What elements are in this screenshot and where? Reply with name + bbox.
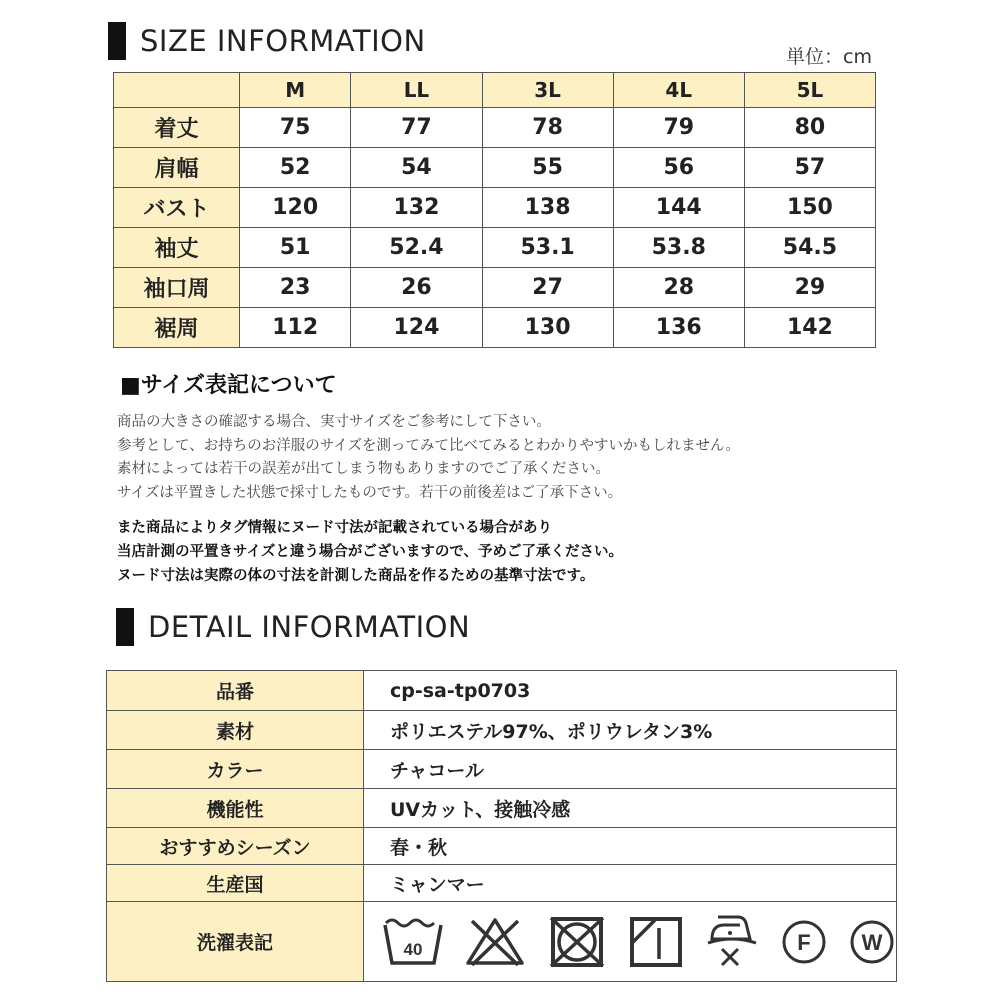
size-section-title: SIZE INFORMATION [140, 24, 426, 58]
size-cell: 53.8 [613, 228, 744, 268]
detail-value: チャコール [364, 750, 897, 789]
size-cell: 29 [744, 268, 875, 308]
table-row [107, 902, 897, 982]
size-cell: 52.4 [351, 228, 482, 268]
dry-clean-letter: F [797, 929, 811, 955]
size-cell: 130 [482, 308, 613, 348]
size-cell: 23 [240, 268, 351, 308]
size-cell: 138 [482, 188, 613, 228]
row-label: 着丈 [114, 108, 240, 148]
row-label: 裾周 [114, 308, 240, 348]
detail-value: cp-sa-tp0703 [364, 671, 897, 711]
notes-bold-line: 当店計測の平置きサイズと違う場合がございますので、予めご了承ください。 [117, 544, 624, 560]
row-label: 袖口周 [114, 268, 240, 308]
size-cell: 144 [613, 188, 744, 228]
table-row [114, 228, 876, 268]
row-label: 肩幅 [114, 148, 240, 188]
size-cell: 150 [744, 188, 875, 228]
size-cell: 75 [240, 108, 351, 148]
detail-value: ポリエステル97%、ポリウレタン3% [364, 711, 897, 750]
size-cell: 112 [240, 308, 351, 348]
size-cell: 78 [482, 108, 613, 148]
table-row [107, 828, 897, 865]
care-label: 洗濯表記 [107, 902, 364, 982]
table-row [107, 865, 897, 902]
detail-value: ミャンマー [364, 865, 897, 902]
table-row [114, 308, 876, 348]
section-bar [108, 22, 126, 60]
size-cell: 52 [240, 148, 351, 188]
care-symbols-cell [364, 902, 897, 982]
size-cell: 120 [240, 188, 351, 228]
size-column-header: 4L [613, 73, 744, 108]
notes-line: 商品の大きさの確認する場合、実寸サイズをご参考にして下さい。 [117, 414, 551, 430]
table-row [107, 789, 897, 828]
size-cell: 132 [351, 188, 482, 228]
row-label: バスト [114, 188, 240, 228]
notes-line: 参考として、お持ちのお洋服のサイズを測ってみて比べてみるとわかりやすいかもしれません。 [117, 437, 740, 454]
size-section-header [108, 22, 426, 60]
wash-40-icon [382, 915, 444, 969]
unit-label: 単位：cm [786, 46, 872, 68]
table-row [114, 268, 876, 308]
size-cell: 77 [351, 108, 482, 148]
no-tumble-dry-icon [546, 915, 608, 969]
detail-label: 品番 [107, 671, 364, 711]
table-row [114, 188, 876, 228]
low-iron-cloth-icon [704, 913, 760, 971]
size-cell: 53.1 [482, 228, 613, 268]
detail-label: おすすめシーズン [107, 828, 364, 865]
size-cell: 57 [744, 148, 875, 188]
notes-bold-body [117, 516, 623, 588]
size-column-header: LL [351, 73, 482, 108]
size-column-header: M [240, 73, 351, 108]
no-bleach-icon [464, 915, 526, 969]
care-symbols [382, 903, 896, 981]
size-table [113, 72, 876, 348]
detail-label: 生産国 [107, 865, 364, 902]
size-cell: 51 [240, 228, 351, 268]
detail-value: 春・秋 [364, 828, 897, 865]
table-row [114, 108, 876, 148]
size-cell: 79 [613, 108, 744, 148]
size-table-header-row [114, 73, 876, 108]
size-cell: 55 [482, 148, 613, 188]
notes-bold-line: また商品によりタグ情報にヌード寸法が記載されている場合があり [117, 520, 552, 536]
size-cell: 27 [482, 268, 613, 308]
section-bar [116, 608, 134, 646]
detail-label: カラー [107, 750, 364, 789]
size-cell: 26 [351, 268, 482, 308]
corner-cell [114, 73, 240, 108]
notes-line: 素材によっては若干の誤差が出てしまう物もありますのでご了承ください。 [117, 461, 610, 477]
detail-section-header [116, 608, 470, 646]
detail-label: 機能性 [107, 789, 364, 828]
table-row [107, 671, 897, 711]
wet-clean-w-icon [848, 918, 896, 966]
size-cell: 28 [613, 268, 744, 308]
detail-value: UVカット、接触冷感 [364, 789, 897, 828]
size-cell: 56 [613, 148, 744, 188]
notes-body [117, 411, 740, 505]
size-cell: 80 [744, 108, 875, 148]
detail-label: 素材 [107, 711, 364, 750]
wet-clean-letter: W [861, 929, 883, 955]
size-cell: 136 [613, 308, 744, 348]
size-column-header: 3L [482, 73, 613, 108]
size-cell: 54.5 [744, 228, 875, 268]
row-label: 袖丈 [114, 228, 240, 268]
notes-bold-line: ヌード寸法は実際の体の寸法を計測した商品を作るための基準寸法です。 [117, 568, 595, 584]
detail-table [106, 670, 897, 982]
notes-line: サイズは平置きした状態で採寸したものです。若干の前後差はご了承下さい。 [117, 484, 623, 501]
dry-clean-f-icon [780, 918, 828, 966]
detail-section-title: DETAIL INFORMATION [148, 610, 471, 644]
table-row [107, 750, 897, 789]
size-column-header: 5L [744, 73, 875, 108]
size-cell: 142 [744, 308, 875, 348]
size-cell: 124 [351, 308, 482, 348]
table-row [114, 148, 876, 188]
wash-temperature: 40 [403, 939, 423, 959]
size-cell: 54 [351, 148, 482, 188]
table-row [107, 711, 897, 750]
line-dry-shade-icon [628, 915, 684, 969]
notes-title: ■サイズ表記について [120, 373, 337, 398]
